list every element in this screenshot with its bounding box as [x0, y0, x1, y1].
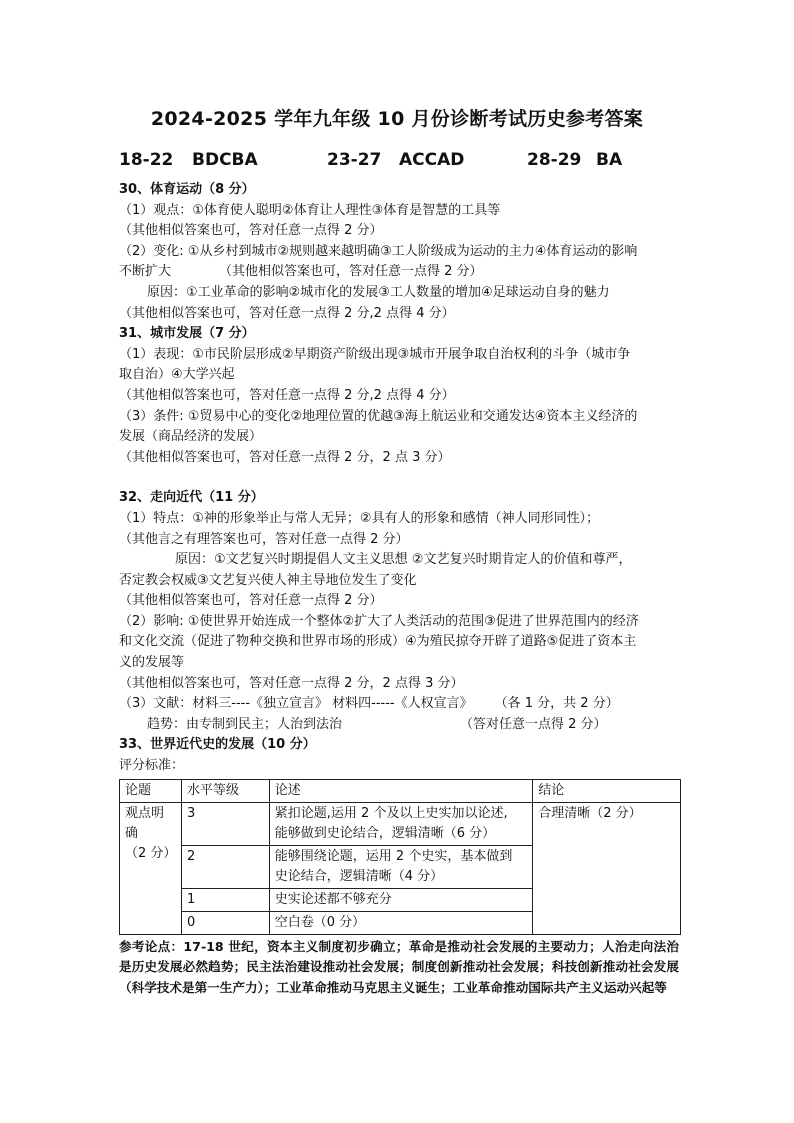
q31-part1: （1）表现：①市民阶层形成②早期资产阶级出现③城市开展争取自治权利的斗争（城市争 [119, 346, 631, 362]
table-row [120, 802, 681, 845]
reference-points: 参考论点：17-18 世纪，资本主义制度初步确立；革命是推动社会发展的主要动力；人治走向法治是历史发展必然趋势；民主法治建设推动社会发展；制度创新推动社会发展；科技创新推动社会发展（科学技术是第一生产力）；工业革命推动马克思主义诞生；工业革命推动国际共产主义运动兴起等 [119, 938, 679, 995]
desc-cell [269, 845, 532, 888]
q30-part2-cont [119, 262, 679, 283]
q30-part1: （1）观点：①体育使人聪明②体育让人理性③体育是智慧的工具等 [119, 202, 501, 218]
q32-trend-row [119, 715, 679, 736]
answer-letters: ACCAD [399, 150, 465, 170]
q32-heading: 32、走向近代（11 分） [119, 490, 264, 506]
q32-documents: （3）文献：材料三----《独立宣言》 材料四-----《人权宣言》 [119, 696, 473, 712]
scoring-note: （其他言之有理答案也可，答对任意一点得 2 分） [119, 531, 409, 547]
scoring-note: （其他相似答案也可，答对任意一点得 2 分，2 点 3 分） [119, 449, 451, 465]
scoring-table [119, 779, 681, 935]
q32-part3 [119, 694, 679, 715]
q32-reason-cont: 否定教会权威③文艺复兴使人神主导地位发生了变化 [119, 572, 417, 588]
answer-range: 23-27 [327, 150, 382, 170]
table-header: 论述 [269, 779, 532, 802]
answer-content [119, 180, 679, 998]
desc-line: 紧扣论题,运用 2 个及以上史实加以论述, [274, 805, 508, 821]
answer-range: 18-22 [119, 150, 174, 170]
desc-line: 能够做到史论结合，逻辑清晰（6 分） [274, 825, 496, 841]
table-header: 水平等级 [181, 779, 269, 802]
level-cell: 3 [181, 802, 269, 845]
q30-part2: （2）变化: ①从乡村到城市②规则越来越明确③工人阶级成为运动的主力④体育运动的影响 [119, 243, 638, 259]
desc-line: 能够围绕论题，运用 2 个史实，基本做到 [274, 848, 513, 864]
q31-part3-cont: 发展（商品经济的发展） [119, 429, 263, 445]
q32-reason: 原因：①文艺复兴时期提倡人文主义思想 ②文艺复兴时期肯定人的价值和尊严， [175, 552, 632, 568]
topic-cell [120, 802, 182, 934]
q32-part2-cont: 义的发展等 [119, 655, 185, 671]
scoring-note: （答对任意一点得 2 分） [460, 716, 607, 732]
q33-heading: 33、世界近代史的发展（10 分） [119, 737, 316, 753]
scoring-note: （其他相似答案也可，答对任意一点得 2 分） [219, 264, 483, 280]
desc-cell: 空白卷（0 分） [269, 911, 532, 934]
q32-part2: （2）影响: ①使世界开始连成一个整体②扩大了人类活动的范围③促进了世界范围内的经济 [119, 613, 639, 629]
answer-letters: BA [596, 150, 623, 170]
q30-part2-tail: 不断扩大 [119, 264, 172, 280]
conclusion-cell: 合理清晰（2 分） [533, 802, 681, 934]
q32-part2-cont: 和文化交流（促进了物种交换和世界市场的形成）④为殖民掠夺开辟了道路⑤促进了资本主 [119, 634, 637, 650]
q31-heading: 31、城市发展（7 分） [119, 326, 255, 342]
q31-part3: （3）条件: ①贸易中心的变化②地理位置的优越③海上航运业和交通发达④资本主义经济的 [119, 408, 638, 424]
q30-reason: 原因：①工业革命的影响②城市化的发展③工人数量的增加④足球运动自身的魅力 [147, 284, 610, 300]
scoring-note: （各 1 分，共 2 分） [494, 696, 619, 712]
topic-score: （2 分） [125, 845, 177, 861]
desc-cell: 史实论述都不够充分 [269, 888, 532, 911]
criteria-label: 评分标准： [119, 758, 185, 774]
desc-cell [269, 802, 532, 845]
table-header: 论题 [120, 779, 182, 802]
q32-trend: 趋势：由专制到民主；人治到法治 [147, 716, 343, 732]
scoring-note: （其他相似答案也可，答对任意一点得 2 分,2 点得 4 分） [119, 387, 455, 403]
q31-part1-cont: 取自治）④大学兴起 [119, 367, 235, 383]
topic-label: 观点明确 [125, 805, 165, 841]
answer-letters: BDCBA [192, 150, 258, 170]
q30-heading: 30、体育运动（8 分） [119, 182, 255, 197]
table-header-row [120, 779, 681, 802]
scoring-note: （其他相似答案也可，答对任意一点得 2 分） [119, 593, 383, 609]
level-cell: 2 [181, 845, 269, 888]
scoring-note: （其他相似答案也可，答对任意一点得 2 分,2 点得 4 分） [119, 305, 455, 321]
scoring-note: （其他相似答案也可，答对任意一点得 2 分） [119, 223, 383, 239]
answer-range: 28-29 [527, 150, 582, 170]
desc-line: 史论结合，逻辑清晰（4 分） [274, 868, 444, 884]
table-header: 结论 [533, 779, 681, 802]
level-cell: 1 [181, 888, 269, 911]
level-cell: 0 [181, 911, 269, 934]
page-title: 2024-2025 学年九年级 10 月份诊断考试历史参考答案 [150, 108, 644, 130]
scoring-note: （其他相似答案也可，答对任意一点得 2 分，2 点得 3 分） [119, 675, 464, 691]
q32-part1: （1）特点：①神的形象举止与常人无异；②具有人的形象和感情（神人同形同性）； [119, 510, 600, 526]
